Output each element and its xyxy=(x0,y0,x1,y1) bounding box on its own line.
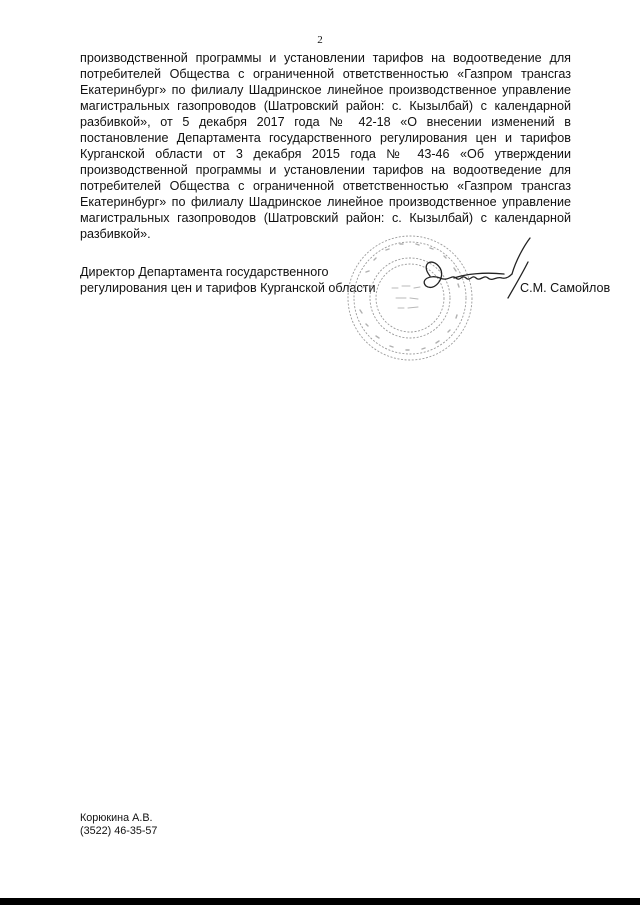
signatory-name: С.М. Самойлов xyxy=(520,281,611,295)
handwritten-signature-icon xyxy=(400,234,550,309)
page-number: 2 xyxy=(317,34,323,46)
executor-name: Корюкина А.В. xyxy=(80,812,153,824)
executor-phone: (3522) 46-35-57 xyxy=(80,825,158,837)
scan-bottom-edge xyxy=(0,898,640,905)
footer xyxy=(80,812,157,838)
signatory-position: Директор Департамента государственного регулирования цен и тарифов Курганской области xyxy=(80,265,376,295)
body-paragraph: производственной программы и установлении тарифов на водоотведение для потребителей Общества с ограниченной ответственностью «Газпром трансгаз Екатеринбург» по филиалу Шадринское линейное производственное управление магистральных газопроводов (Шатровский район: с. Кызылбай) с календарной разбивкой», от 5 декабря 2017 года № 42-18 «О внесении изменений в постановление Департамента государственного регулирования цен и тарифов Курганской области от 3 декабря 2015 года № 43-46 «Об утверждении производственной программы и установлении тарифов на водоотведение для потребителей Общества с ограниченной ответственностью «Газпром трансгаз Екатеринбург» по филиалу Шадринское линейное производственное управление магистральных газопроводов (Шатровский район: с. Кызылбай) с календарной разбивкой». xyxy=(80,51,571,241)
